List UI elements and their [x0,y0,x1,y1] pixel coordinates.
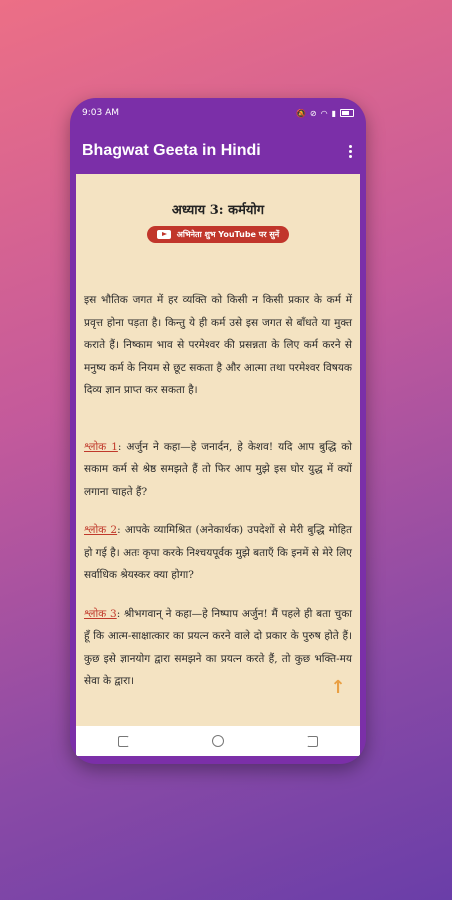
app-title: Bhagwat Geeta in Hindi [82,142,261,159]
recent-apps-icon[interactable] [118,736,129,747]
no-sound-icon: 🔕 [295,108,306,118]
youtube-button-label: अभिनेता शुभ YouTube पर सुनें [176,230,280,239]
phone-frame [70,98,366,764]
verse-2 [84,519,352,587]
back-icon[interactable] [307,736,318,747]
verse-3-link[interactable]: श्लोक 3 [84,607,117,620]
verse-2-text: : आपके व्यामिश्रित (अनेकार्थक) उपदेशों से मेरी बुद्धि मोहित हो गई है। अतः कृपा करके निश्चयपूर्वक मुझे बताएँ कि इनमें से मेरे लिए सर्वाधिक श्रेयस्कर क्या होगा? [84,524,353,581]
battery-icon [340,109,354,117]
chapter-content[interactable] [76,174,360,726]
scroll-up-icon[interactable]: ↑ [330,677,346,698]
verse-1-link[interactable]: श्लोक 1 [84,440,118,453]
verse-3-text: : श्रीभगवान् ने कहा—हे निष्पाप अर्जुन! मैं पहले ही बता चुका हूँ कि आत्म-साक्षात्कार का प्रयत्न करने वाले दो प्रकार के पुरुष होते हैं। कुछ इसे ज्ञानयोग द्वारा समझने का प्रयत्न करते हैं, तो कुछ भक्ति-मय सेवा के द्वारा। [84,607,353,687]
verse-2-link[interactable]: श्लोक 2 [84,524,118,536]
status-icons [296,109,354,118]
signal-icon: ▮ [331,108,336,118]
youtube-icon [157,230,171,239]
home-icon[interactable] [212,735,224,747]
do-not-disturb-icon: ⊘ [309,108,317,118]
system-nav-bar [76,726,360,756]
app-bar [70,128,366,174]
chapter-intro: इस भौतिक जगत में हर व्यक्ति को किसी न किसी प्रकार के कर्म में प्रवृत्त होना पड़ता है। किन्तु ये ही कर्म उसे इस जगत से बाँधते या मुक्त कराते हैं। निष्काम भाव से परमेश्वर की प्रसन्नता के लिए कर्म करने से मनुष्य कर्म के नियम से छूट सकता है और आत्मा तथा परमेश्वर विषयक दिव्य ज्ञान प्राप्त कर सकता है। [84,294,352,396]
status-time: 9:03 AM [82,108,119,118]
verse-1 [84,436,352,504]
verse-3 [84,603,352,693]
more-vert-icon[interactable] [345,141,356,162]
wifi-icon: ◠ [320,108,328,118]
verse-1-text: : अर्जुन ने कहा—हे जनार्दन, हे केशव! यदि आप बुद्धि को सकाम कर्म से श्रेष्ठ समझते हैं तो फिर आप मुझे इस घोर युद्ध में क्यों लगाना चाहते हैं? [84,440,352,498]
youtube-listen-button[interactable] [147,226,289,243]
status-bar [70,98,366,128]
chapter-title: अध्याय 3: कर्मयोग [171,203,265,218]
